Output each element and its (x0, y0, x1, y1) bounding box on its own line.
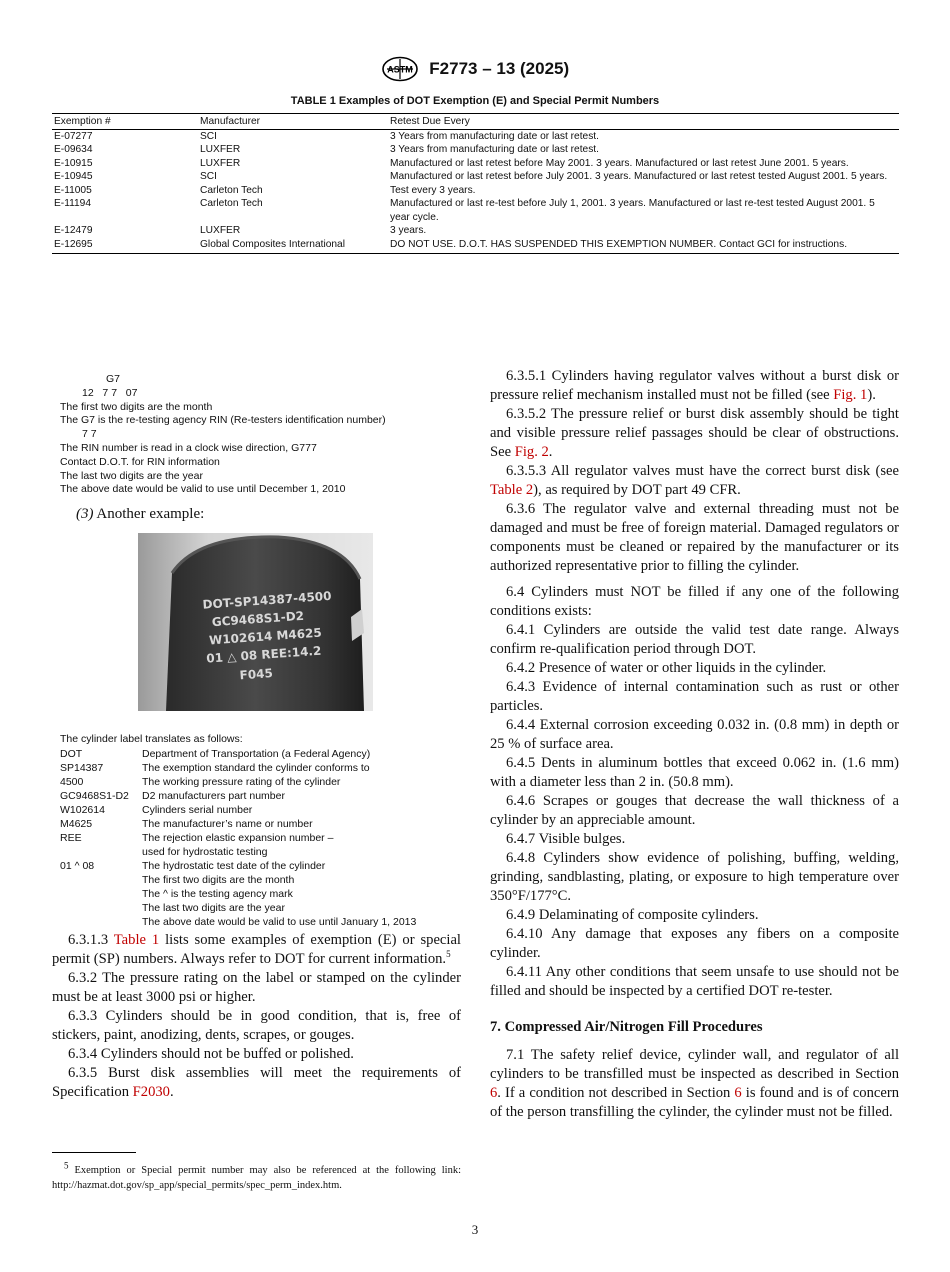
table-cell: Carleton Tech (200, 184, 263, 196)
paragraph-6-3-1-3 (52, 931, 461, 969)
column-header: Exemption # (52, 114, 198, 130)
table-cell: REE (60, 831, 82, 844)
photo-label-line: 01 △ 08 REE:14.2 (205, 643, 322, 666)
table-row (52, 197, 899, 224)
fig-2-link[interactable]: Fig. 2 (514, 444, 549, 460)
table-cell: 3 Years from manufacturing date or last retest. (390, 130, 599, 142)
section-6-link[interactable]: 6 (734, 1085, 742, 1101)
table-row (52, 157, 899, 171)
para-text: 6.3.5 Burst disk assemblies will meet the requirements of Specification (52, 1065, 461, 1100)
table-row (52, 129, 899, 143)
paragraph-6-3-5 (52, 1064, 461, 1102)
paragraph-6-3-5-2 (490, 405, 899, 462)
table-row (60, 761, 416, 775)
example-text: Another example: (93, 506, 205, 522)
para-text: is found and is of concern of the person transfilling the cylinder, the cylinder must not be filled. (490, 1085, 899, 1120)
table-cell: Manufactured or last retest before May 2001. 3 years. Manufactured or last retest June 2001. 5 years. (390, 157, 849, 169)
table-cell: 4500 (60, 775, 84, 788)
table-row (60, 859, 416, 873)
table-cell: DOT (60, 747, 83, 760)
table-row (60, 915, 416, 929)
rin-line: Contact D.O.T. for RIN information (60, 455, 220, 468)
table-cell: GC9468S1-D2 (60, 789, 129, 802)
table-row (60, 775, 416, 789)
page-number: 3 (471, 1222, 479, 1237)
table-row (60, 845, 416, 859)
column-header: Manufacturer (198, 114, 388, 130)
table-row (60, 873, 416, 887)
standard-code: F2773 – 13 (2025) (429, 59, 570, 78)
para-text: . (548, 444, 553, 460)
table-row (60, 817, 416, 831)
table-row (52, 170, 899, 184)
label-translation-intro: The cylinder label translates as follows: (60, 733, 243, 745)
right-column-body (490, 367, 899, 1122)
table-cell: E-12479 (54, 225, 93, 236)
paragraph-6-4: 6.4 Cylinders must NOT be filled if any one of the following conditions exists: (490, 584, 899, 619)
para-text: 7.1 The safety relief device, cylinder wall, and regulator of all cylinders to be transfilled must be inspected as described in Section (490, 1047, 899, 1082)
footnote-ref: 5 (446, 949, 451, 960)
table-cell: The rejection elastic expansion number – (142, 831, 334, 844)
footnote (52, 1160, 461, 1193)
table-cell: 3 Years from manufacturing date or last retest. (390, 144, 599, 155)
rin-example (60, 373, 460, 497)
table-cell: Department of Transportation (a Federal Agency) (142, 747, 371, 760)
footnote-divider (52, 1152, 136, 1153)
table-cell: 3 years. (390, 225, 427, 236)
table-2-link[interactable]: Table 2 (490, 482, 534, 498)
table-cell: Manufactured or last retest before July 2001. 3 years. Manufactured or last retest tested August 2001. 5 years. (390, 171, 888, 182)
table-header-row (52, 114, 899, 130)
column-header: Retest Due Every (388, 114, 899, 130)
para-text: 6.3.5.3 All regulator valves must have the correct burst disk (see (506, 463, 899, 479)
table-cell: DO NOT USE. D.O.T. HAS SUSPENDED THIS EXEMPTION NUMBER. Contact GCI for instructions. (388, 238, 899, 254)
label-translation (60, 733, 460, 929)
cylinder-label-photo (138, 533, 373, 711)
table-cell: E-11005 (54, 184, 92, 196)
paragraph-6-4-10: 6.4.10 Any damage that exposes any fibers on a composite cylinder. (490, 926, 899, 961)
para-text: . If a condition not described in Section (497, 1085, 735, 1101)
table-row (52, 238, 899, 254)
rin-line: 12 7 7 07 (82, 386, 138, 399)
paragraph-6-4-5: 6.4.5 Dents in aluminum bottles that exceed 0.062 in. (1.6 mm) with a diameter less than 2 in. (50.8 mm). (490, 755, 899, 790)
photo-label-line: GC9468S1-D2 (211, 608, 305, 630)
paragraph-6-4-7: 6.4.7 Visible bulges. (506, 831, 626, 847)
table-cell: Global Composites International (198, 238, 388, 254)
paragraph-6-3-4: 6.3.4 Cylinders should not be buffed or polished. (68, 1046, 354, 1062)
logo-text: ASTM (387, 64, 413, 75)
para-text: ), as required by DOT part 49 CFR. (533, 482, 741, 498)
another-example-label (76, 506, 204, 523)
paragraph-6-3-3: 6.3.3 Cylinders should be in good condition, that is, free of stickers, paint, anodizing, dents, scrapes, or gouges. (52, 1008, 461, 1043)
rin-line: The G7 is the re-testing agency RIN (Re-testers identification number) (60, 414, 386, 427)
para-text: 6.3.1.3 (68, 932, 114, 948)
example-number: (3) (76, 506, 94, 522)
table-row (60, 789, 416, 803)
para-text: 6.3.5.2 The pressure relief or burst disk assembly should be tight and visible pressure relief passages should be clear of obstructions. See (490, 406, 899, 460)
table-cell: The first two digits are the month (142, 873, 295, 886)
table-cell: E-09634 (54, 144, 93, 155)
paragraph-6-4-8: 6.4.8 Cylinders show evidence of polishing, buffing, welding, grinding, sandblasting, plating, or exposure to high temperature over 350°F/177°C. (490, 850, 899, 904)
section-7-heading: 7. Compressed Air/Nitrogen Fill Procedures (490, 1019, 763, 1035)
table-cell: E-11194 (54, 198, 92, 209)
paragraph-6-4-11: 6.4.11 Any other conditions that seem unsafe to use should not be filled and should be inspected by a certified DOT re-tester. (490, 964, 899, 999)
photo-label-line: F045 (239, 666, 274, 683)
f2030-link[interactable]: F2030 (132, 1084, 170, 1100)
page-header (0, 56, 950, 86)
table-cell: Carleton Tech (200, 198, 263, 209)
table-cell: LUXFER (200, 225, 241, 236)
table-cell: Cylinders serial number (142, 803, 253, 816)
table-cell: SCI (200, 171, 217, 182)
table-cell: The last two digits are the year (142, 901, 285, 914)
footnote-text: Exemption or Special permit number may also be referenced at the following link: http://hazmat.dot.gov/sp_app/special_permits/spec_perm_index.htm. (52, 1165, 461, 1191)
table-row (60, 901, 416, 915)
table-cell: Test every 3 years. (390, 184, 476, 196)
paragraph-6-3-5-3 (490, 462, 899, 500)
table-cell: E-10945 (54, 171, 93, 182)
photo-label-line: DOT-SP14387-4500 (202, 588, 332, 612)
photo-label-line: W102614 M4625 (208, 625, 323, 648)
paragraph-6-3-5-1 (490, 367, 899, 405)
table-cell (60, 915, 142, 929)
table-cell: The working pressure rating of the cylinder (142, 775, 341, 788)
table-row (52, 224, 899, 238)
paragraph-6-4-9: 6.4.9 Delaminating of composite cylinders. (506, 907, 759, 923)
footnote-number: 5 (64, 1160, 69, 1171)
table-cell: Manufactured or last re-test before July 1, 2001. 3 years. Manufactured or last re-test tested August 2001. 5 year cycle. (390, 198, 875, 223)
table-cell (60, 887, 142, 901)
rin-line: The above date would be valid to use until December 1, 2010 (60, 483, 346, 496)
paragraph-6-4-4: 6.4.4 External corrosion exceeding 0.032 in. (0.8 mm) in depth or 25 % of surface area. (490, 717, 899, 752)
paragraph-6-3-6: 6.3.6 The regulator valve and external threading must not be damaged and must be free of foreign material. Damaged regulators or components must be cleaned or repaired by the manufacturer or its authorized representative prior to filling the cylinder. (490, 501, 899, 574)
table-title: TABLE 1 Examples of DOT Exemption (E) and Special Permit Numbers (290, 95, 660, 107)
table-row (52, 184, 899, 198)
table-cell (60, 873, 142, 887)
paragraph-6-4-2: 6.4.2 Presence of water or other liquids in the cylinder. (506, 660, 827, 676)
table-row (60, 747, 416, 761)
para-text: 6.3.5.1 Cylinders having regulator valves without a burst disk or pressure relief mechanism installed must not be filled (see (490, 368, 899, 403)
table-cell: The manufacturer’s name or number (142, 817, 313, 830)
table-1-link[interactable]: Table 1 (113, 932, 160, 948)
rin-line: G7 (106, 373, 121, 385)
paragraph-6-3-2: 6.3.2 The pressure rating on the label or stamped on the cylinder must be at least 3000 psi or higher. (52, 970, 461, 1005)
rin-line: The RIN number is read in a clock wise direction, G777 (60, 441, 317, 454)
paragraph-6-4-1: 6.4.1 Cylinders are outside the valid test date range. Always confirm re-qualification period through DOT. (490, 622, 899, 657)
para-text: . (169, 1084, 174, 1100)
table-row (60, 803, 416, 817)
astm-logo-icon (381, 56, 419, 82)
table-cell: E-07277 (54, 130, 93, 142)
left-column-body (52, 931, 461, 1102)
table-cell: The above date would be valid to use until January 1, 2013 (142, 915, 417, 928)
table-cell: The ^ is the testing agency mark (142, 887, 293, 900)
para-text: ). (867, 387, 876, 403)
table-cell: 01 ^ 08 (60, 859, 95, 872)
paragraph-7-1 (490, 1046, 899, 1122)
table-row (60, 831, 416, 845)
table-cell: E-12695 (52, 238, 198, 254)
table-cell (60, 845, 142, 859)
table-cell: The exemption standard the cylinder conforms to (142, 761, 370, 774)
table-cell (60, 901, 142, 915)
table-cell: E-10915 (54, 157, 93, 169)
table-cell: The hydrostatic test date of the cylinder (142, 859, 326, 872)
section-6-link[interactable]: 6 (490, 1085, 498, 1101)
rin-line: The last two digits are the year (60, 469, 203, 482)
paragraph-6-4-6: 6.4.6 Scrapes or gouges that decrease the wall thickness of a cylinder by an appreciable amount. (490, 793, 899, 828)
table-row (52, 143, 899, 157)
table-cell: LUXFER (200, 144, 241, 155)
para-text: lists some examples of exemption (E) or special permit (SP) numbers. Always refer to DOT for current information. (52, 932, 461, 967)
table-row (60, 887, 416, 901)
table-cell: used for hydrostatic testing (142, 845, 268, 858)
table-cell: SP14387 (60, 761, 104, 774)
fig-1-link[interactable]: Fig. 1 (833, 387, 868, 403)
exemption-table (52, 113, 899, 254)
paragraph-6-4-3: 6.4.3 Evidence of internal contamination such as rust or other particles. (490, 679, 899, 714)
table-cell: W102614 (60, 803, 105, 816)
table-cell: LUXFER (200, 157, 241, 169)
table-cell: M4625 (60, 817, 93, 830)
rin-line: 7 7 (82, 428, 97, 441)
rin-line: The first two digits are the month (60, 400, 213, 413)
table-cell: SCI (200, 130, 217, 142)
table-cell: D2 manufacturers part number (142, 789, 285, 802)
